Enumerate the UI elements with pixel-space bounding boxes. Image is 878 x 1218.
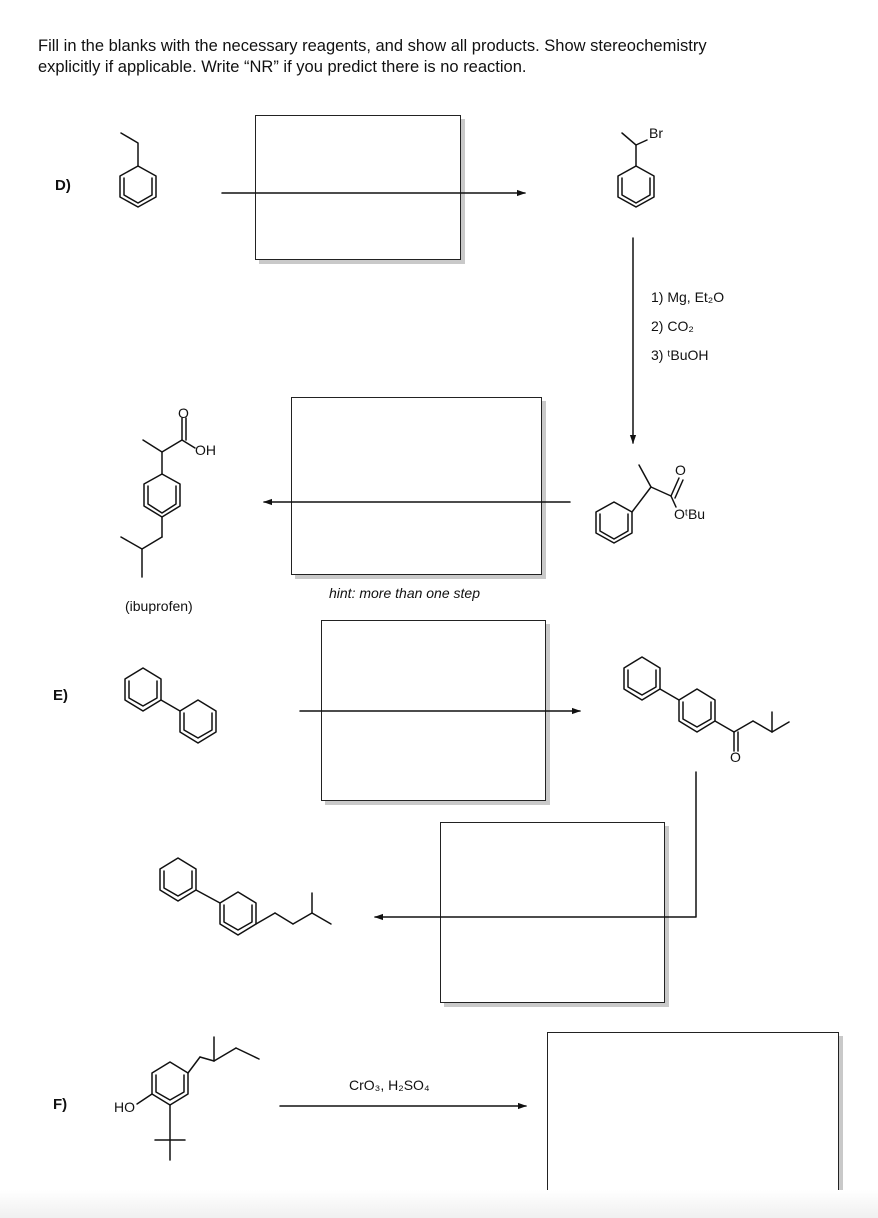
- reagent-f: CrO₃, H₂SO₄: [349, 1077, 430, 1093]
- propylbenzene-structure: [120, 133, 156, 207]
- aryl-ketone-structure: [624, 657, 789, 751]
- acid-carbonyl-oxygen-label: O: [178, 405, 189, 421]
- ketone-oxygen-label: O: [730, 749, 741, 765]
- tert-butyl-ester-structure: [596, 465, 683, 543]
- reagent-step-1: 1) Mg, Et₂O: [651, 289, 725, 305]
- reaction-arrows: [222, 193, 696, 1106]
- bromine-label: Br: [649, 125, 663, 141]
- reagent-list-d: [651, 283, 724, 370]
- instructions-line-2: explicitly if applicable. Write “NR” if you predict there is no reaction.: [38, 58, 527, 76]
- ester-carbonyl-oxygen-label: O: [675, 462, 686, 478]
- hydroxyl-label: OH: [195, 442, 216, 458]
- phenol-hydroxyl-label: HO: [114, 1099, 135, 1115]
- instructions-line-1: Fill in the blanks with the necessary reagents, and show all products. Show stereochemistry: [38, 37, 707, 55]
- phenol-structure: [137, 1037, 259, 1160]
- page-bottom-shade: [0, 1190, 878, 1218]
- ibuprofen-structure: [121, 418, 195, 577]
- tert-butoxy-label: OᵗBu: [674, 506, 706, 522]
- problem-label-e: E): [53, 687, 68, 704]
- bromo-product-structure: [618, 133, 654, 207]
- biphenyl-structure: [125, 668, 216, 743]
- reagent-step-2: 2) CO₂: [651, 318, 694, 334]
- hint-text: hint: more than one step: [329, 585, 480, 601]
- problem-label-d: D): [55, 177, 71, 194]
- reagent-step-3: 3) ᵗBuOH: [651, 347, 709, 363]
- ibuprofen-name-label: (ibuprofen): [125, 598, 193, 614]
- problem-label-f: F): [53, 1096, 68, 1113]
- alkylbiphenyl-structure: [160, 858, 331, 935]
